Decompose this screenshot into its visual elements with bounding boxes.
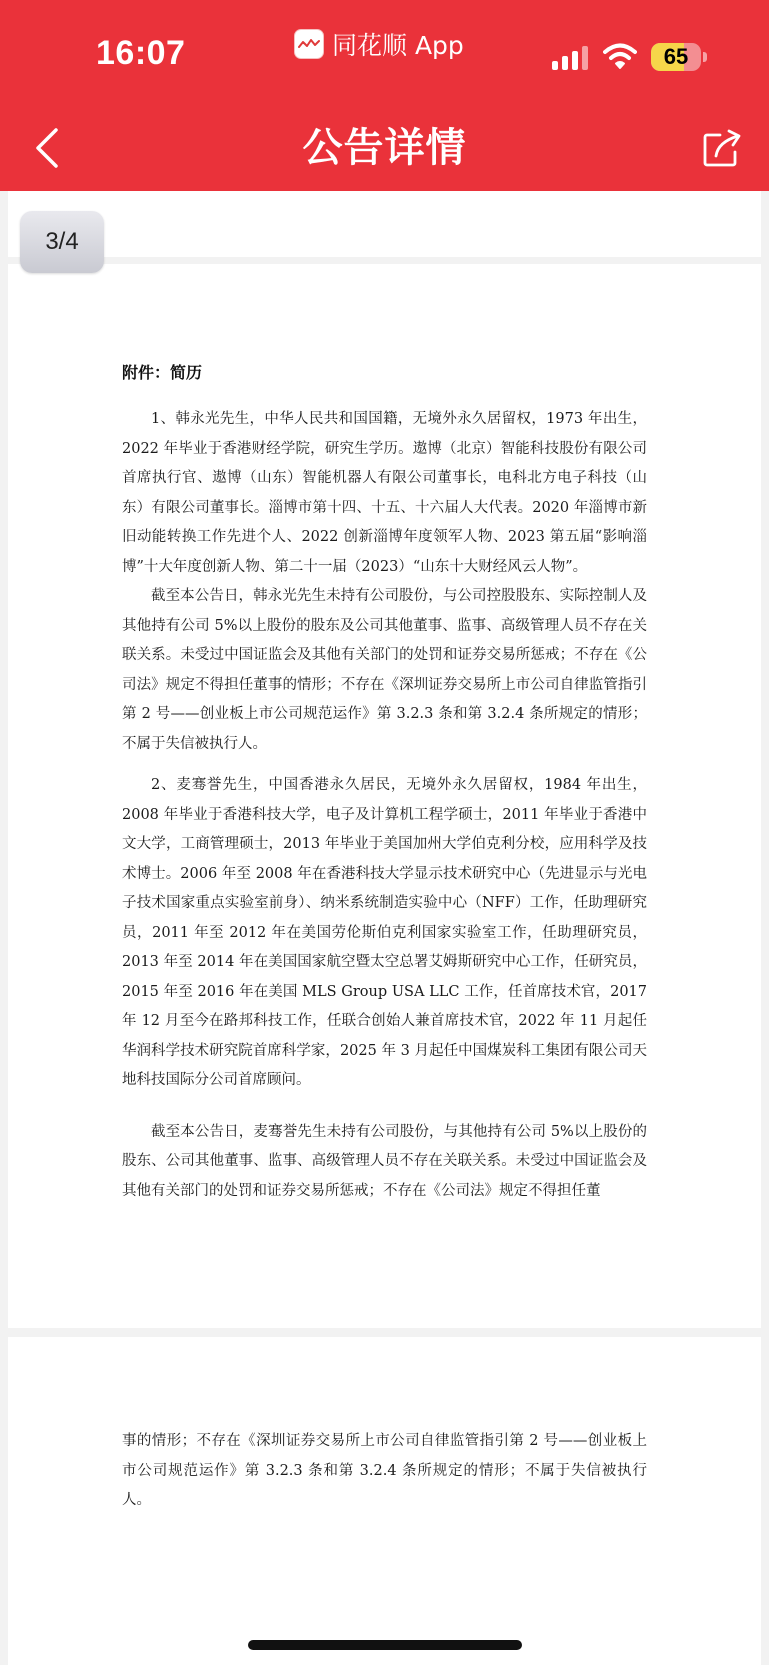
document-heading: 附件：简历 bbox=[122, 363, 203, 382]
battery-level: 65 bbox=[663, 44, 689, 69]
cellular-signal-icon bbox=[551, 44, 591, 72]
share-button[interactable] bbox=[698, 124, 746, 172]
share-icon bbox=[702, 128, 742, 168]
page-title: 公告详情 bbox=[302, 125, 467, 171]
paragraph-4: 截至本公告日，麦骞誉先生未持有公司股份，与其他持有公司 5%以上股份的股东、公司其他董事、监事、高级管理人员不存在关联关系。未受过中国证监会及其他有关部门的处罚和证券交易所惩戒；不存在《公司法》规定不得担任董 bbox=[122, 1123, 648, 1199]
battery-body bbox=[651, 43, 701, 71]
document-page-partial bbox=[8, 191, 761, 257]
document-body-page-4 bbox=[122, 1427, 647, 1516]
paragraph-3: 2、麦骞誉先生，中国香港永久居民，无境外永久居留权，1984 年出生，2008 年毕业于香港科技大学，电子及计算机工程学硕士，2011 年毕业于香港中文大学，工商管理硕士，2013 年毕业于美国加州大学伯克利分校，应用科学及技术博士。2006 年至 2008 年在香港科技大学显示技术研究中心（先进显示与光电子技术国家重点实验室前身）、纳米系统制造实验中心（NFF）工作，任助理研究员，2011 年至 2012 年在美国劳伦斯伯克利国家实验室工作，任助理研究员，2013 年至 2014 年在美国国家航空暨太空总署艾姆斯研究中心工作，任研究员，2015 年至 2016 年在美国 MLS Group USA LLC 工作，任首席技术官，2017 年 12 月至今在路邦科技工作，任联合创始人兼首席技术官，2022 年 11 月起任华润科学技术研究院首席科学家，2025 年 3 月起任中国煤炭科工集团有限公司天地科技国际分公司首席顾问。 bbox=[122, 777, 647, 1088]
status-time: 16:07 bbox=[96, 34, 186, 72]
status-app-name: 同花顺 App bbox=[332, 31, 464, 60]
paragraph-1: 1、韩永光先生，中华人民共和国国籍，无境外永久居留权，1973 年出生，2022 年毕业于香港财经学院，研究生学历。遨博（北京）智能科技股份有限公司首席执行官、遨博（山东）智能机器人有限公司董事长，电科北方电子科技（山东）有限公司董事长。淄博市第十四、十五、十六届人大代表。2020 年淄博市新旧动能转换工作先进个人、2022 创新淄博年度领军人物、2023 第五届“影响淄博”十大年度创新人物、第二十一届（2023）“山东十大财经风云人物”。 bbox=[122, 411, 647, 575]
paragraph-2: 截至本公告日，韩永光先生未持有公司股份，与公司控股股东、实际控制人及其他持有公司 5%以上股份的股东及公司其他董事、监事、高级管理人员不存在关联关系。未受过中国证监会及其他有关部门的处罚和证券交易所惩戒；不存在《公司法》规定不得担任董事的情形；不存在《深圳证券交易所上市公司自律监管指引第 2 号——创业板上市公司规范运作》第 3.2.3 条和第 3.2.4 条所规定的情形；不属于失信被执行人。 bbox=[122, 588, 647, 752]
page-indicator: 3/4 bbox=[20, 211, 104, 273]
wifi-icon bbox=[603, 42, 637, 70]
status-app-indicator[interactable] bbox=[294, 26, 464, 62]
app-header bbox=[0, 0, 769, 191]
battery-nub bbox=[703, 52, 707, 62]
document-body-page-3 bbox=[122, 405, 647, 1206]
battery-indicator bbox=[651, 43, 709, 71]
app-logo-icon bbox=[294, 29, 324, 59]
paragraph-5: 事的情形；不存在《深圳证券交易所上市公司自律监管指引第 2 号——创业板上市公司规范运作》第 3.2.3 条和第 3.2.4 条所规定的情形；不属于失信被执行人。 bbox=[122, 1433, 647, 1508]
home-indicator[interactable] bbox=[248, 1640, 522, 1650]
